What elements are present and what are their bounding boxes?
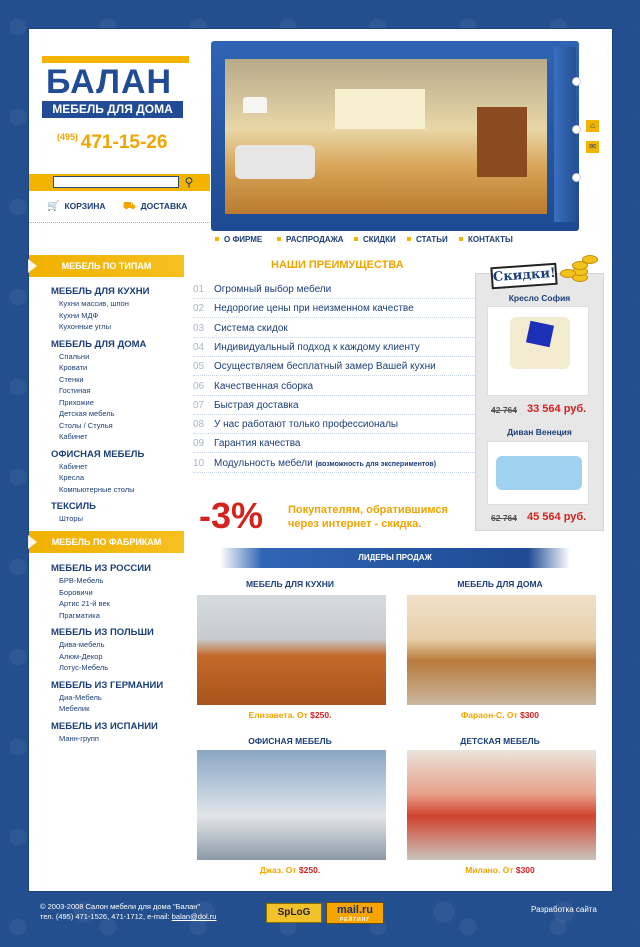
advantage-number: 02 — [193, 303, 205, 315]
phone-number: 471-15-26 — [80, 132, 168, 153]
catalog-item[interactable]: Боровичи — [59, 587, 93, 597]
discount-photo-sofa[interactable] — [487, 441, 589, 505]
catalog-item[interactable]: Шторы — [59, 514, 83, 523]
hero-side-panel — [554, 47, 576, 222]
catalog-group-title[interactable]: МЕБЕЛЬ ДЛЯ КУХНИ — [51, 286, 150, 297]
catalog-item[interactable]: Кухни МДФ — [59, 310, 99, 320]
catalog-item[interactable]: Столы / Стулья — [59, 420, 113, 430]
binder-ring — [572, 77, 581, 86]
catalog-item[interactable]: Кресла — [59, 473, 85, 482]
catalog-item[interactable]: Детская мебель — [59, 409, 115, 418]
catalog-item[interactable]: Лотус-Мебель — [59, 663, 109, 672]
logo[interactable] — [42, 56, 189, 118]
search-icon[interactable]: ⚲ — [184, 175, 194, 189]
nav-sale[interactable]: РАСПРОДАЖА — [277, 235, 344, 244]
catalog-group-title[interactable]: ТЕКСИЛЬ — [51, 501, 96, 512]
hero-photo — [225, 59, 547, 214]
advantage-item — [193, 301, 475, 318]
splog-badge[interactable]: SpLoG — [266, 903, 322, 923]
footer-email-link[interactable]: balan@dol.ru — [171, 912, 217, 921]
advantage-text: Гарантия качества — [214, 438, 301, 450]
catalog-group-title[interactable]: ОФИСНАЯ МЕБЕЛЬ — [51, 448, 145, 460]
advantage-number: 08 — [193, 419, 205, 431]
advantage-text: У нас работают только профессионалы — [214, 419, 399, 431]
hero-shelf — [477, 107, 527, 177]
new-price: 45 564 руб. — [527, 511, 587, 523]
old-price: 62 764 — [491, 513, 517, 523]
catalog-group-title[interactable]: МЕБЕЛЬ ИЗ ИСПАНИИ — [51, 720, 158, 732]
advantage-number: 06 — [193, 380, 205, 392]
hero-window — [335, 89, 425, 129]
product-category[interactable]: МЕБЕЛЬ ДЛЯ ДОМА — [457, 579, 543, 589]
catalog-item[interactable]: Артис 21-й век — [59, 599, 110, 608]
page — [28, 28, 613, 892]
advantage-text: Система скидок — [214, 322, 288, 334]
advantage-item — [193, 359, 475, 376]
product-category[interactable]: ДЕТСКАЯ МЕБЕЛЬ — [460, 736, 540, 746]
product-photo-kitchen[interactable] — [197, 595, 386, 705]
mailru-rating-badge[interactable]: mail.ru РЕЙТИНГ — [326, 902, 384, 924]
catalog-item[interactable]: Прихожие — [59, 397, 94, 407]
advantage-number: 09 — [193, 438, 205, 450]
advantage-text: Осуществляем бесплатный замер Вашей кухни — [214, 361, 436, 373]
catalog-item[interactable]: Кухни массив, шпон — [59, 299, 129, 308]
catalog-group-title[interactable]: МЕБЕЛЬ ИЗ ПОЛЬШИ — [51, 627, 154, 638]
product-category[interactable]: ОФИСНАЯ МЕБЕЛЬ — [248, 736, 332, 746]
discount-name[interactable]: Диван Венеция — [507, 427, 572, 437]
coins-icon — [558, 251, 598, 285]
advantage-number: 04 — [193, 341, 205, 353]
section-head-factories: МЕБЕЛЬ ПО ФАБРИКАМ — [29, 531, 184, 553]
discounts-label: Скидки! — [490, 263, 557, 290]
promo-text: Покупателям, обратившимся через интернет - скидка. — [288, 504, 448, 530]
advantage-item — [193, 456, 475, 473]
advantage-number: 07 — [193, 399, 205, 411]
advantage-item — [193, 321, 475, 338]
new-price: 33 564 руб. — [527, 403, 587, 415]
catalog-group-title[interactable]: МЕБЕЛЬ ИЗ РОССИИ — [51, 563, 151, 574]
advantage-text: Модульность мебели (возможность для экспериментов) — [214, 457, 437, 469]
advantage-item — [193, 417, 475, 434]
advantage-number: 01 — [193, 284, 205, 295]
section-head-types: МЕБЕЛЬ ПО ТИПАМ — [29, 255, 184, 277]
nav-discounts[interactable]: СКИДКИ — [354, 235, 396, 244]
catalog-item[interactable]: Прагматика — [59, 610, 100, 620]
phone — [57, 132, 167, 154]
hero-lamp — [243, 97, 267, 113]
divider — [29, 222, 210, 223]
nav-about[interactable]: О ФИРМЕ — [215, 235, 262, 244]
home-icon[interactable]: ⌂ — [586, 120, 599, 132]
advantages-title: НАШИ ПРЕИМУЩЕСТВА — [271, 259, 404, 271]
discount-name[interactable]: Кресло София — [508, 293, 571, 303]
catalog-item[interactable]: Компьютерные столы — [59, 484, 135, 494]
logo-bar — [42, 56, 189, 63]
discount-photo-chair[interactable] — [487, 306, 589, 396]
cart-link[interactable]: 🛒 КОРЗИНА — [47, 201, 106, 212]
advantage-item — [193, 340, 475, 357]
advantage-text: Индивидуальный подход к каждому клиенту — [214, 341, 420, 353]
catalog-item[interactable]: Кабинет — [59, 432, 88, 441]
product-caption[interactable]: Елизавета. От $250. — [248, 710, 332, 720]
catalog-item[interactable]: Кровати — [59, 363, 88, 372]
product-caption[interactable]: Джаз. От $250. — [259, 865, 321, 875]
advantage-text: Недорогие цены при неизменном качестве — [214, 303, 414, 315]
advantage-number: 05 — [193, 361, 205, 373]
advantage-item — [193, 379, 475, 396]
footer-copyright: © 2003-2008 Салон мебели для дома "Балан" тел. (495) 471-1526, 471-1712, e-mail: balan@dol.ru — [40, 902, 217, 921]
promo-percent: -3% — [199, 495, 264, 536]
catalog-item[interactable]: Стенки — [59, 374, 84, 384]
catalog-item[interactable]: Диа-Мебель — [59, 692, 102, 702]
catalog-group-title[interactable]: МЕБЕЛЬ ИЗ ГЕРМАНИИ — [51, 679, 164, 691]
catalog-item[interactable]: Кухонные углы — [59, 322, 111, 331]
advantage-text: Качественная сборка — [214, 380, 314, 392]
phone-code: (495) — [57, 132, 79, 142]
advantage-text: Быстрая доставка — [214, 399, 299, 411]
product-category[interactable]: МЕБЕЛЬ ДЛЯ КУХНИ — [245, 579, 335, 589]
advantage-item — [193, 398, 475, 415]
mail-icon[interactable]: ✉ — [586, 141, 599, 153]
catalog-item[interactable]: Алюм-Декор — [59, 651, 103, 661]
catalog-item[interactable]: Манн-групп — [59, 733, 99, 743]
catalog-item[interactable]: Дива-мебель — [59, 640, 105, 649]
advantage-text: Огромный выбор мебели — [214, 284, 332, 295]
catalog-item[interactable]: БРВ-Мебель — [59, 576, 104, 585]
catalog-item[interactable]: Гостиная — [59, 386, 91, 395]
advantage-item — [193, 282, 475, 299]
nav-contacts[interactable]: КОНТАКТЫ — [459, 235, 513, 244]
binder-ring — [572, 125, 581, 134]
developer-link[interactable]: Разработка сайта — [531, 905, 597, 914]
catalog-item[interactable]: Мебелик — [59, 704, 90, 713]
hero-couch — [235, 145, 315, 179]
truck-icon: ⛟ — [123, 201, 136, 212]
cart-icon: 🛒 — [47, 201, 60, 212]
advantage-item — [193, 436, 475, 453]
advantage-note: (возможность для экспериментов) — [315, 460, 437, 468]
product-photo-office[interactable] — [197, 750, 386, 860]
advantage-number: 03 — [193, 322, 205, 334]
binder-ring — [572, 173, 581, 182]
logo-subtitle: МЕБЕЛЬ ДЛЯ ДОМА — [42, 101, 183, 118]
old-price: 42 764 — [491, 405, 517, 415]
product-caption[interactable]: Фараон-С. От $300 — [461, 710, 539, 720]
search-input[interactable] — [53, 176, 179, 188]
catalog-item[interactable]: Спальни — [59, 351, 90, 361]
catalog-item[interactable]: Кабинет — [59, 461, 88, 471]
product-photo-kids[interactable] — [407, 750, 596, 860]
product-photo-bedroom[interactable] — [407, 595, 596, 705]
product-caption[interactable]: Милано. От $300 — [465, 865, 535, 875]
leaders-bar: ЛИДЕРЫ ПРОДАЖ — [220, 548, 570, 568]
nav-articles[interactable]: СТАТЬИ — [407, 235, 448, 244]
delivery-link[interactable]: ⛟ ДОСТАВКА — [123, 201, 188, 212]
catalog-group-title[interactable]: МЕБЕЛЬ ДЛЯ ДОМА — [51, 338, 147, 350]
logo-title: БАЛАН — [46, 63, 173, 101]
advantage-number: 10 — [193, 457, 205, 469]
